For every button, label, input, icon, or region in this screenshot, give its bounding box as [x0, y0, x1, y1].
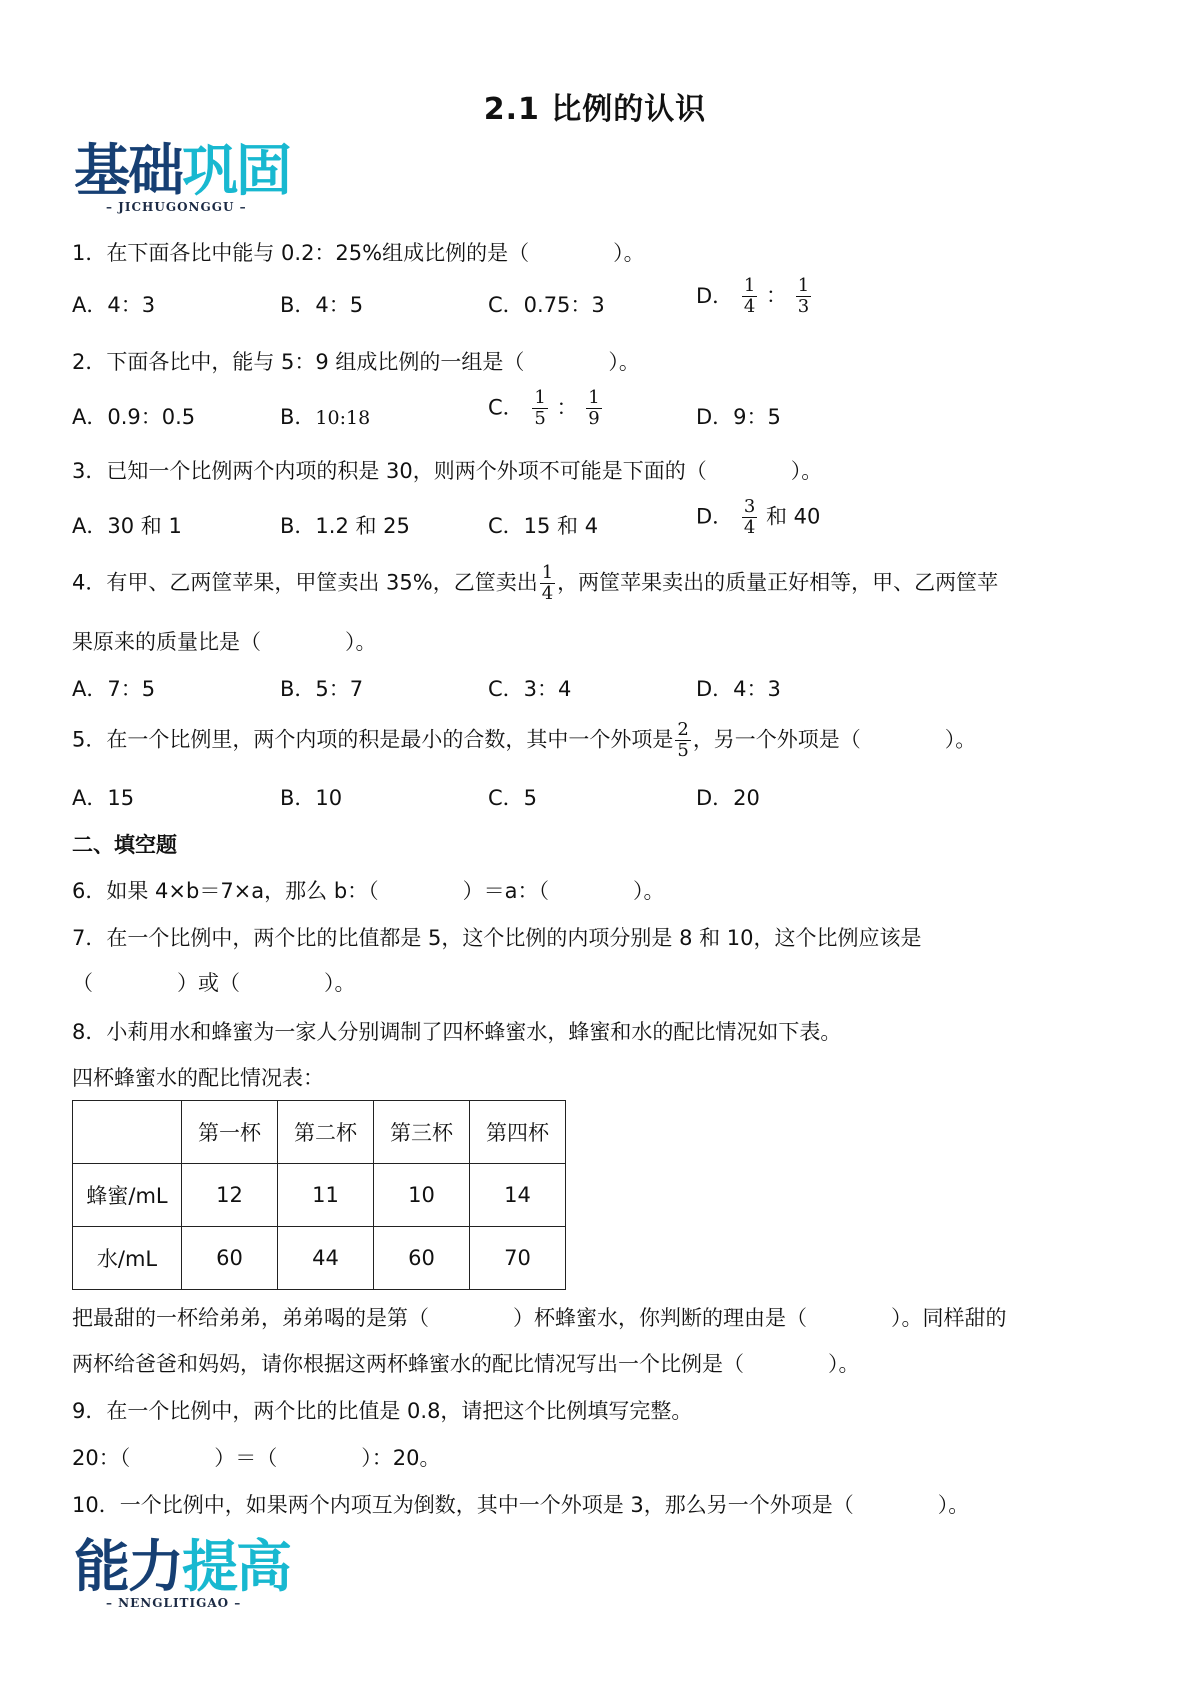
fraction	[742, 276, 757, 317]
fraction-num: 3	[743, 496, 756, 517]
table-cell: 12	[182, 1164, 278, 1227]
option-c	[488, 388, 604, 429]
option-b: B．10	[280, 786, 343, 810]
fraction-den: 5	[677, 740, 689, 761]
banner-subtitle: – JICHUGONGGU –	[106, 200, 247, 214]
option-a: A．15	[72, 786, 135, 810]
option-b-label: B．	[280, 405, 316, 429]
question-4-line2: 果原来的质量比是（ ）。	[72, 630, 377, 654]
fraction	[540, 563, 555, 604]
table-header-cell: 第三杯	[374, 1101, 470, 1164]
option-c: C．15 和 4	[488, 514, 599, 538]
ratio-separator: ：	[766, 283, 787, 308]
banner-text-1: 能力	[74, 1535, 182, 1600]
question-7-line2: （ ）或（ ）。	[72, 971, 356, 995]
fraction	[742, 497, 757, 538]
option-a: A．4：3	[72, 293, 156, 317]
option-d: D．20	[696, 786, 760, 810]
table-row-label: 蜂蜜/mL	[73, 1164, 182, 1227]
question-8-followup: 把最甜的一杯给弟弟，弟弟喝的是第（ ）杯蜂蜜水，你判断的理由是（ ）。同样甜的	[72, 1306, 1007, 1330]
table-cell: 70	[470, 1227, 566, 1290]
option-c: C．0.75：3	[488, 293, 605, 317]
table-cell: 10	[374, 1164, 470, 1227]
table-caption: 四杯蜂蜜水的配比情况表：	[72, 1066, 324, 1090]
table-cell: 44	[278, 1227, 374, 1290]
table-row	[73, 1227, 566, 1290]
option-b-value: 10:18	[315, 407, 371, 429]
option-a: A．30 和 1	[72, 514, 182, 538]
table-header-cell: 第二杯	[278, 1101, 374, 1164]
table-header-cell	[73, 1101, 182, 1164]
option-c: C．3：4	[488, 677, 572, 701]
table-cell: 60	[374, 1227, 470, 1290]
question-10: 10．一个比例中，如果两个内项互为倒数，其中一个外项是 3，那么另一个外项是（ ）。	[72, 1493, 970, 1517]
fraction-num: 1	[534, 387, 546, 408]
ratio-separator: ：	[556, 395, 578, 420]
option-b: B．4：5	[280, 293, 364, 317]
option-b: B．1.2 和 25	[280, 514, 410, 538]
question-3: 3．已知一个比例两个内项的积是 30，则两个外项不可能是下面的（ ）。	[72, 459, 823, 483]
question-5	[72, 720, 976, 761]
fraction-den: 5	[534, 408, 546, 429]
table-cell: 11	[278, 1164, 374, 1227]
fraction-den: 4	[541, 583, 554, 604]
question-8-followup-line2: 两杯给爸爸和妈妈，请你根据这两杯蜂蜜水的配比情况写出一个比例是（ ）。	[72, 1352, 860, 1376]
table-header-cell: 第四杯	[470, 1101, 566, 1164]
section-heading-fill: 二、填空题	[72, 833, 177, 857]
table-cell: 14	[470, 1164, 566, 1227]
section-banner-basic	[74, 139, 290, 214]
table-row	[73, 1164, 566, 1227]
option-a: A．0.9：0.5	[72, 405, 196, 429]
option-a: A．7：5	[72, 677, 156, 701]
option-d	[696, 276, 813, 317]
question-4-text: 4．有甲、乙两筐苹果，甲筐卖出 35%，乙筐卖出	[72, 570, 538, 595]
fraction-den: 4	[743, 517, 756, 538]
question-4-text: ，两筐苹果卖出的质量正好相等，甲、乙两筐苹	[557, 570, 999, 595]
banner-subtitle: – NENGLITIGAO –	[106, 1596, 242, 1610]
section-banner-advanced	[74, 1535, 290, 1610]
question-5-text: ，另一个外项是（ ）。	[692, 727, 977, 752]
question-9: 9．在一个比例中，两个比的比值是 0.8，请把这个比例填写完整。	[72, 1399, 693, 1423]
option-b	[280, 402, 370, 433]
table-header-row	[73, 1101, 566, 1164]
honey-water-table	[72, 1100, 566, 1290]
fraction-den: 9	[588, 408, 600, 429]
option-c: C．5	[488, 786, 538, 810]
fraction-den: 3	[797, 296, 810, 317]
question-4	[72, 563, 998, 604]
question-7: 7．在一个比例中，两个比的比值都是 5，这个比例的内项分别是 8 和 10，这个比例应该是	[72, 926, 922, 950]
question-6: 6．如果 4×b＝7×a，那么 b：（ ）＝a：（ ）。	[72, 879, 665, 903]
fraction-num: 1	[797, 275, 810, 296]
banner-text-2: 巩固	[182, 139, 290, 204]
table-header-cell: 第一杯	[182, 1101, 278, 1164]
option-c-label: C．	[488, 395, 524, 420]
fraction-num: 1	[743, 275, 756, 296]
question-9-equation: 20：（ ）＝（ ）：20。	[72, 1446, 441, 1470]
option-b: B．5：7	[280, 677, 364, 701]
option-d-label: D．	[696, 504, 734, 529]
fraction	[796, 276, 811, 317]
option-d	[696, 497, 820, 538]
option-d-label: D．	[696, 283, 734, 308]
fraction-num: 2	[677, 719, 689, 740]
fraction	[586, 388, 601, 429]
question-5-text: 5．在一个比例里，两个内项的积是最小的合数，其中一个外项是	[72, 727, 674, 752]
fraction	[532, 388, 547, 429]
page-title: 2.1 比例的认识	[483, 92, 707, 127]
question-8: 8．小莉用水和蜂蜜为一家人分别调制了四杯蜂蜜水，蜂蜜和水的配比情况如下表。	[72, 1020, 842, 1044]
fraction	[675, 720, 690, 761]
banner-text-1: 基础	[74, 139, 182, 204]
option-d: D．4：3	[696, 677, 781, 701]
banner-text-2: 提高	[182, 1535, 290, 1600]
question-1: 1．在下面各比中能与 0.2：25%组成比例的是（ ）。	[72, 241, 645, 265]
fraction-num: 1	[541, 562, 554, 583]
fraction-den: 4	[743, 296, 756, 317]
table-row-label: 水/mL	[73, 1227, 182, 1290]
table-cell: 60	[182, 1227, 278, 1290]
option-d: D．9：5	[696, 405, 781, 429]
option-d-suffix: 和 40	[766, 504, 821, 529]
fraction-num: 1	[588, 387, 600, 408]
question-2: 2．下面各比中，能与 5：9 组成比例的一组是（ ）。	[72, 350, 640, 374]
